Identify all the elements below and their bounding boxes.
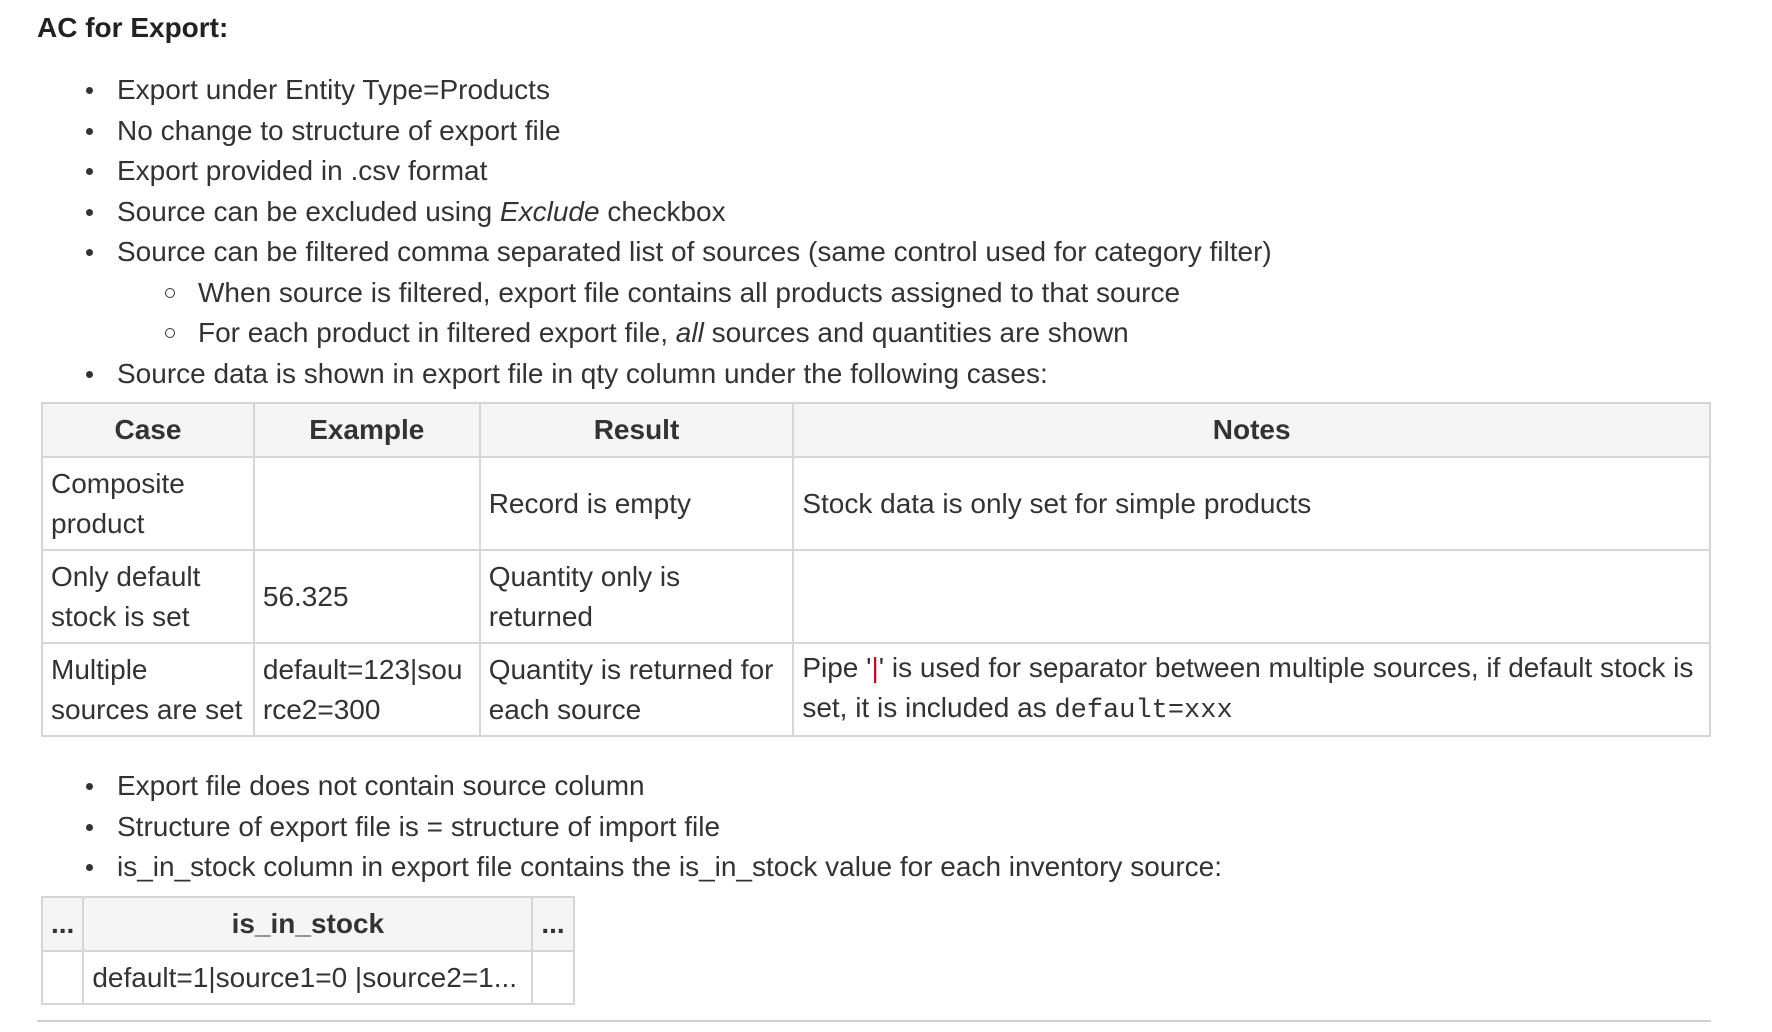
notes-code: default=xxx — [1054, 696, 1233, 726]
list-item — [37, 151, 1272, 192]
list-item — [37, 70, 1272, 111]
list-item-emphasis: all — [675, 317, 704, 348]
table-header-row — [42, 897, 574, 951]
cell-empty — [42, 951, 83, 1004]
list-item — [37, 847, 1222, 888]
column-header-notes: Notes — [793, 403, 1710, 457]
list-item — [37, 111, 1272, 152]
cell-case: Multiple sources are set — [42, 643, 254, 736]
cell-result: Record is empty — [480, 457, 794, 550]
list-item-text: checkbox — [599, 195, 726, 227]
table-row — [42, 457, 1710, 550]
list-item-emphasis: Exclude — [499, 195, 600, 227]
cases-table — [41, 402, 1711, 737]
sub-list-item — [37, 273, 1272, 314]
cell-example — [254, 457, 480, 550]
list-item-text: Structure of export file is = structure of import file — [117, 810, 721, 842]
notes-text: ' is used for separator between multiple sources, if default stock is set, it is included as — [802, 652, 1694, 723]
is-in-stock-table — [41, 896, 575, 1005]
list-item-text: Export under Entity Type=Products — [117, 74, 550, 105]
column-header-case: Case — [42, 403, 254, 457]
cell-result: Quantity is returned for each source — [480, 643, 794, 736]
column-header-ellipsis: ... — [42, 897, 83, 951]
cell-empty — [532, 951, 573, 1004]
cell-notes: Stock data is only set for simple products — [793, 457, 1710, 550]
list-item-text: For each product in filtered export file, — [198, 317, 676, 348]
list-item-text: Source can be filtered comma separated list of sources (same control used for category filter) — [117, 236, 1272, 267]
cell-notes — [793, 550, 1710, 643]
table-row — [42, 643, 1710, 736]
column-header-result: Result — [480, 403, 794, 457]
cell-example: default=123|source2=300 — [254, 643, 480, 736]
export-details-list — [37, 766, 1222, 888]
list-item-text: is_in_stock column in export file contains the is_in_stock value for each inventory source: — [117, 851, 1223, 882]
list-item — [37, 192, 1272, 233]
section-heading: AC for Export: — [37, 12, 229, 43]
list-item-text: When source is filtered, export file contains all products assigned to that source — [198, 276, 1181, 308]
cell-notes — [793, 643, 1710, 736]
cell-example: 56.325 — [254, 550, 480, 643]
list-item-text: Export file does not contain source column — [117, 770, 645, 801]
list-item-text: sources and quantities are shown — [703, 317, 1129, 348]
list-item-text: Export provided in .csv format — [117, 155, 488, 186]
list-item-text: Source data is shown in export file in qty column under the following cases: — [117, 357, 1048, 389]
list-item — [37, 766, 1222, 807]
cell-is-in-stock: default=1|source1=0 |source2=1... — [83, 951, 532, 1004]
notes-text: Pipe ' — [802, 652, 872, 683]
table-row — [42, 951, 574, 1004]
cell-case: Composite product — [42, 457, 254, 550]
list-item — [37, 232, 1272, 273]
cell-result: Quantity only is returned — [480, 550, 794, 643]
pipe-separator: | — [871, 652, 879, 683]
table-row — [42, 550, 1710, 643]
sub-list-item — [37, 313, 1272, 354]
list-item-text: No change to structure of export file — [117, 114, 561, 146]
list-item — [37, 354, 1272, 395]
horizontal-divider — [37, 1020, 1711, 1022]
column-header-example: Example — [254, 403, 480, 457]
column-header-ellipsis: ... — [532, 897, 573, 951]
list-item — [37, 807, 1222, 848]
column-header-is-in-stock: is_in_stock — [83, 897, 532, 951]
cell-case: Only default stock is set — [42, 550, 254, 643]
table-header-row — [42, 403, 1710, 457]
list-item-text: Source can be excluded using — [117, 195, 500, 227]
acceptance-criteria-list — [37, 70, 1272, 394]
